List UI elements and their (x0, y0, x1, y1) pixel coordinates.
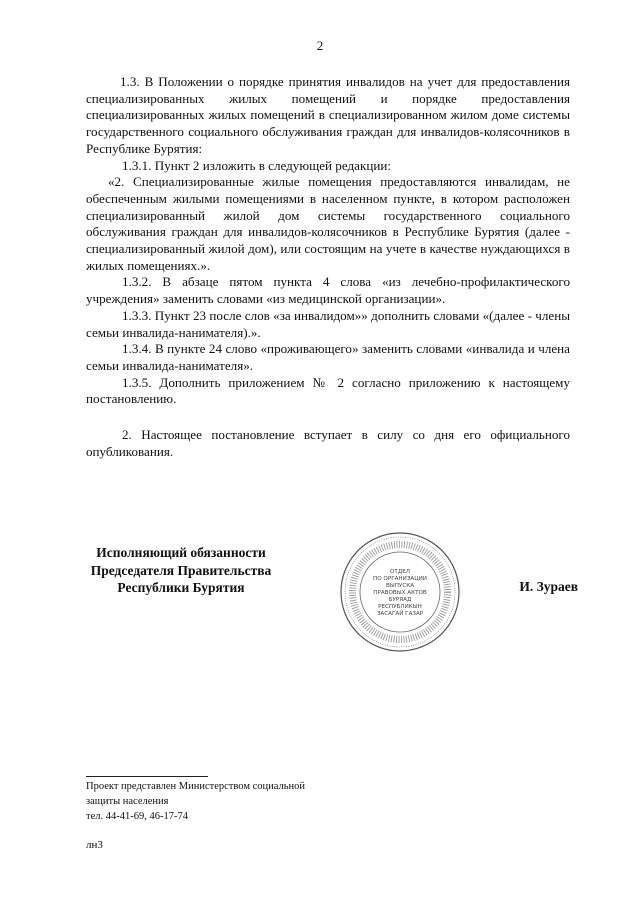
footnote (86, 779, 386, 824)
seal-text: ОТДЕЛ (390, 569, 410, 575)
seal-text: ЗАСАГАЙ ГАЗАР (376, 611, 424, 617)
paragraph-2: 2. Настоящее постановление вступает в силу со дня его официального опубликования. (86, 427, 570, 459)
signatory-title-line: Председателя Правительства (90, 562, 272, 578)
footnote-line: тел. 44-41-69, 46-17-74 (86, 811, 188, 822)
signatory-name: И. Зураев (519, 579, 578, 594)
page-number: 2 (316, 38, 324, 53)
paragraph-1-3-3: 1.3.3. Пункт 23 после слов «за инвалидом»» дополнить словами «(далее - члены семьи инвалида-нанимателя).». (86, 307, 570, 340)
paragraph-quote-2: «2. Специализированные жилые помещения предоставляются инвалидам, не обеспеченным жилыми помещениями в населенном пункте, в котором расположен специализированный жилой дом системы государственного социального обслуживания граждан для инвалидов-колясочников в Республике Бурятия (далее - специализированный жилой дом), или состоящим на учете в качестве нуждающихся в жилых помещениях.». (86, 174, 570, 273)
seal-text: РЕСПУБЛИКЫН (378, 604, 422, 610)
seal-text: ПРАВОВЫХ АКТОВ (373, 590, 427, 596)
paragraph-1-3: 1.3. В Положении о порядке принятия инвалидов на учет для предоставления специализированных жилых помещений и порядке предоставления специализированных жилых помещений в специализированном жилом доме системы государственного социального обслуживания граждан для инвалидов-колясочников в Республике Бурятия: (86, 74, 570, 156)
official-seal-icon (338, 530, 462, 654)
seal-text: ВЫПУСКА (385, 583, 415, 589)
paragraph-1-3-4: 1.3.4. В пункте 24 слово «проживающего» заменить словами «инвалида и члена семьи инвалида-нанимателя». (86, 341, 570, 373)
document-mark: лн3 (86, 839, 103, 851)
seal-text: ПО ОРГАНИЗАЦИИ (373, 576, 427, 582)
paragraph-1-3-1: 1.3.1. Пункт 2 изложить в следующей редакции: (122, 157, 391, 173)
footnote-divider (86, 776, 208, 777)
document-body (86, 74, 570, 460)
footnote-line: защиты населения (86, 796, 169, 807)
signatory-title (86, 544, 276, 597)
signatory-title-line: Республики Бурятия (117, 580, 245, 595)
seal-text: БУРЯАД (388, 597, 412, 603)
signatory-title-line: Исполняющий обязанности (96, 545, 266, 560)
paragraph-1-3-2: 1.3.2. В абзаце пятом пункта 4 слова «из лечебно-профилактического учреждения» заменить словами «из медицинской организации». (86, 274, 570, 307)
footnote-line: Проект представлен Министерством социальной (86, 781, 306, 792)
paragraph-1-3-5: 1.3.5. Дополнить приложением № 2 согласно приложению к настоящему постановлению. (86, 374, 570, 407)
